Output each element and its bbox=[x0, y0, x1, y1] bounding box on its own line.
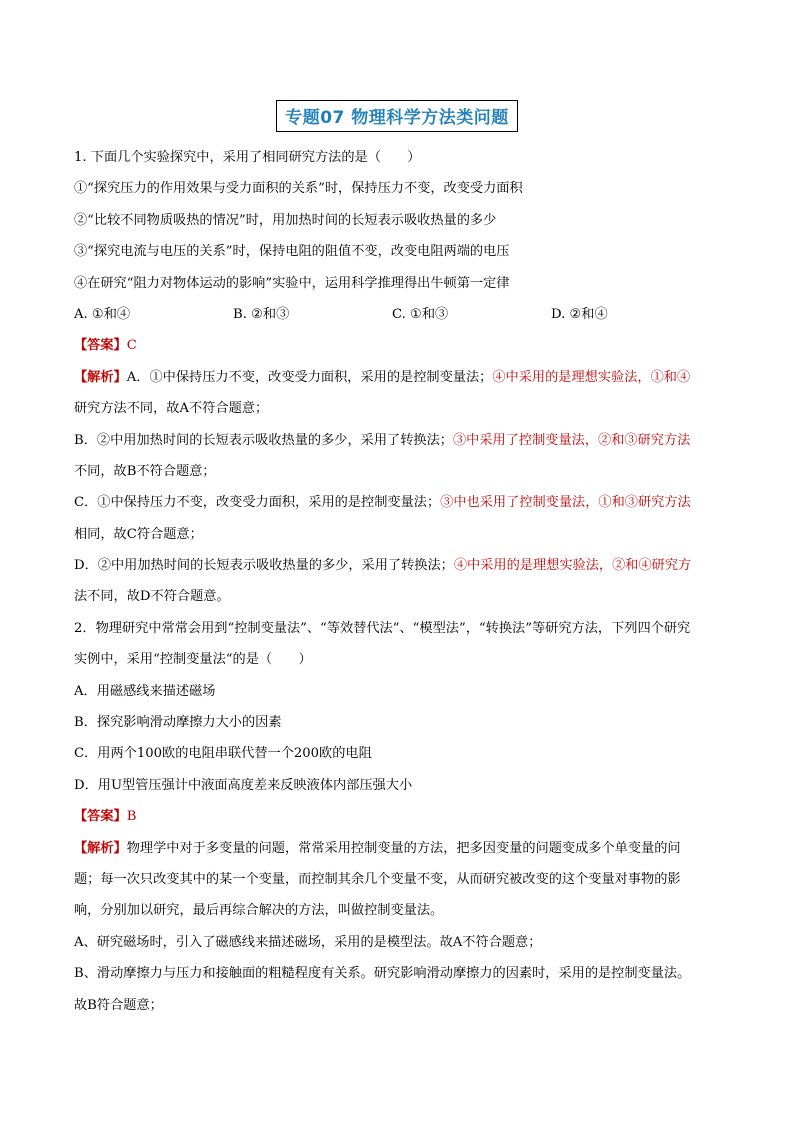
q2-stem: 实例中，采用“控制变量法“的是（ ） bbox=[74, 652, 312, 668]
q1-option-d: D. ②和④ bbox=[551, 306, 608, 322]
analysis-text: 法不同，故D不符合题意。 bbox=[74, 589, 230, 605]
q1-analysis-line bbox=[74, 456, 726, 487]
q1-option-c: C. ①和③ bbox=[392, 306, 449, 322]
q2-answer bbox=[74, 801, 726, 832]
answer-label: 【答案】 bbox=[74, 338, 127, 354]
q1-option-a: A. ①和④ bbox=[74, 306, 131, 322]
analysis-text: 相同，故C符合题意； bbox=[74, 526, 203, 542]
q2-analysis-line: 故B符合题意； bbox=[74, 997, 163, 1013]
q1-stem: 1. 下面几个实验探究中，采用了相同研究方法的是（ ） bbox=[74, 150, 421, 165]
answer-value: C bbox=[126, 338, 137, 354]
q1-item: ③“探究电流与电压的关系”时，保持电阻的阻值不变，改变电阻两端的电压 bbox=[74, 244, 510, 260]
q2-analysis-line: B、滑动摩擦力与压力和接触面的粗糙程度有关系。研究影响滑动摩擦力的因素时，采用的是控制变量法。 bbox=[74, 966, 691, 982]
q2-analysis-line: 响，分别加以研究，最后再综合解决的方法，叫做控制变量法。 bbox=[74, 903, 444, 919]
q1-item: ②“比较不同物质吸热的情况”时，用加热时间的长短表示吸收热量的多少 bbox=[74, 212, 497, 228]
analysis-text-highlight: ④中采用的是理想实验法，①和④ bbox=[492, 369, 691, 385]
analysis-text: D．②中用加热时间的长短表示吸收热量的多少，采用了转换法； bbox=[74, 558, 454, 574]
q2-analysis-line bbox=[74, 833, 726, 864]
q2-stem: 2．物理研究中常常会用到“控制变量法”、“等效替代法”、“模型法”，“转换法”等研究方法，下列四个研究 bbox=[74, 620, 691, 636]
answer-value: B bbox=[126, 809, 137, 825]
q1-analysis-line bbox=[74, 550, 726, 581]
q2-analysis-line: 题；每一次只改变其中的某一个变量，而控制其余几个变量不变，从而研究被改变的这个变量对事物的影 bbox=[74, 871, 681, 887]
content-body bbox=[74, 142, 726, 1021]
analysis-text: A．①中保持压力不变，改变受力面积，采用的是控制变量法； bbox=[126, 369, 493, 385]
title-container bbox=[0, 100, 794, 132]
q2-option-c: C．用两个100欧的电阻串联代替一个200欧的电阻 bbox=[74, 746, 372, 762]
q1-analysis-line bbox=[74, 581, 726, 612]
q1-item: ①“探究压力的作用效果与受力面积的关系”时，保持压力不变，改变受力面积 bbox=[74, 181, 523, 197]
q1-answer bbox=[74, 330, 726, 361]
analysis-text-highlight: ③中也采用了控制变量法，①和③研究方法 bbox=[440, 495, 691, 511]
q2-option-d: D．用U型管压强计中液面高度差来反映液体内部压强大小 bbox=[74, 777, 413, 793]
page-title: 专题07 物理科学方法类问题 bbox=[276, 100, 518, 132]
analysis-text-highlight: ④中采用的是理想实验法，②和④研究方 bbox=[453, 558, 692, 574]
q1-item: ④在研究“阻力对物体运动的影响”实验中，运用科学推理得出牛顿第一定律 bbox=[74, 275, 510, 291]
q1-analysis-line bbox=[74, 362, 726, 393]
analysis-text: C．①中保持压力不变，改变受力面积，采用的是控制变量法； bbox=[74, 495, 441, 511]
q2-option-b: B．探究影响滑动摩擦力大小的因素 bbox=[74, 715, 282, 731]
analysis-label: 【解析】 bbox=[74, 840, 127, 856]
q1-analysis-line bbox=[74, 487, 726, 518]
answer-label: 【答案】 bbox=[74, 809, 127, 825]
analysis-text: 研究方法不同，故A不符合题意； bbox=[74, 401, 269, 417]
q1-analysis-line bbox=[74, 519, 726, 550]
q2-option-a: A．用磁感线来描述磁场 bbox=[74, 683, 216, 699]
analysis-text: 不同，故B不符合题意； bbox=[74, 463, 216, 479]
analysis-text-highlight: ③中采用了控制变量法，②和③研究方法 bbox=[452, 432, 691, 448]
analysis-text: B．②中用加热时间的长短表示吸收热量的多少，采用了转换法； bbox=[74, 432, 453, 448]
q1-analysis-line bbox=[74, 425, 726, 456]
analysis-text: 物理学中对于多变量的问题，常常采用控制变量的方法，把多因变量的问题变成多个单变量的问 bbox=[126, 840, 681, 856]
q1-analysis-line bbox=[74, 393, 726, 424]
q2-analysis-line: A、研究磁场时，引入了磁感线来描述磁场，采用的是模型法。故A不符合题意； bbox=[74, 934, 542, 950]
analysis-label: 【解析】 bbox=[74, 369, 127, 385]
q1-options bbox=[74, 299, 726, 330]
q1-option-b: B. ②和③ bbox=[233, 306, 290, 322]
